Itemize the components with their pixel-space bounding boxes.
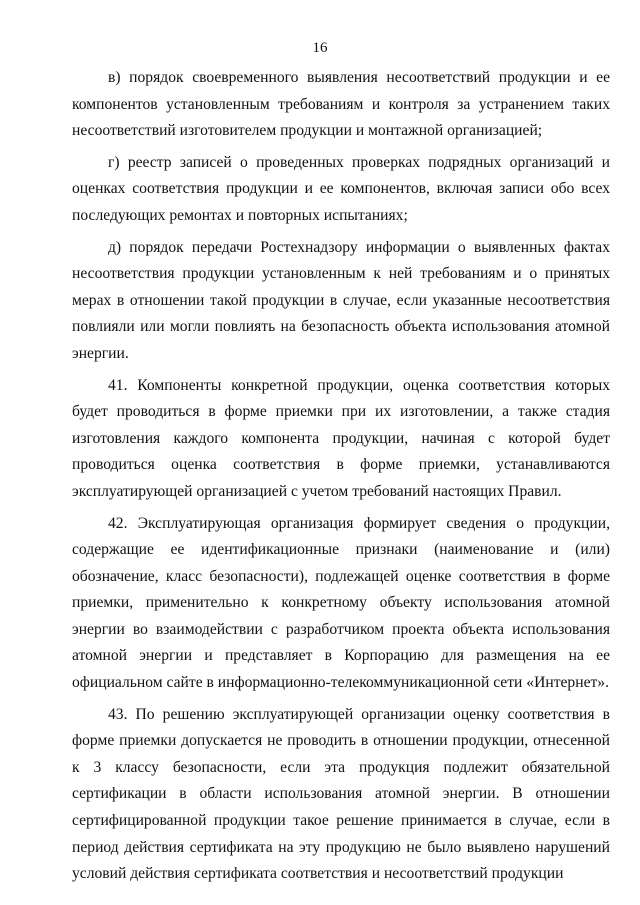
page-number: 16 <box>312 40 328 56</box>
document-body <box>72 65 610 888</box>
paragraph-clause-42: 42. Эксплуатирующая организация формирует сведения о продукции, содержащие ее идентификационные признаки (наименование и (или) обозначение, класс безопасности), подлежащей оценке соответствия в форме приемки, применительно к конкретному объекту использования атомной энергии во взаимодействии с разработчиком проекта объекта использования атомной энергии и представляет в Корпорацию для размещения на ее официальном сайте в информационно-телекоммуникационной сети «Интернет». <box>72 514 610 692</box>
paragraph-item-d: д) порядок передачи Ростехнадзору информации о выявленных фактах несоответствия продукции установленным к ней требованиям и о принятых мерах в отношении такой продукции в случае, если указанные несоответствия повлияли или могли повлиять на безопасность объекта использования атомной энергии. <box>72 238 610 362</box>
paragraph-item-v: в) порядок своевременного выявления несоответствий продукции и ее компонентов установленным требованиям и контроля за устранением таких несоответствий изготовителем продукции и монтажной организацией; <box>72 69 610 140</box>
paragraph-clause-43: 43. По решению эксплуатирующей организации оценку соответствия в форме приемки допускается не проводить в отношении продукции, отнесенной к 3 классу безопасности, если эта продукция подлежит обязательной сертификации в области использования атомной энергии. В отношении сертифицированной продукции такое решение принимается в случае, если в период действия сертификата на эту продукцию не было выявлено нарушений условий действия сертификата соответствия и несоответствий продукции <box>72 705 610 883</box>
paragraph-item-g: г) реестр записей о проведенных проверках подрядных организаций и оценках соответствия продукции и ее компонентов, включая записи обо всех последующих ремонтах и повторных испытаниях; <box>72 153 610 224</box>
paragraph-clause-41: 41. Компоненты конкретной продукции, оценка соответствия которых будет проводиться в форме приемки при их изготовлении, а также стадия изготовления каждого компонента продукции, начиная с которой будет проводиться оценка соответствия в форме приемки, устанавливаются эксплуатирующей организацией с учетом требований настоящих Правил. <box>72 376 610 500</box>
